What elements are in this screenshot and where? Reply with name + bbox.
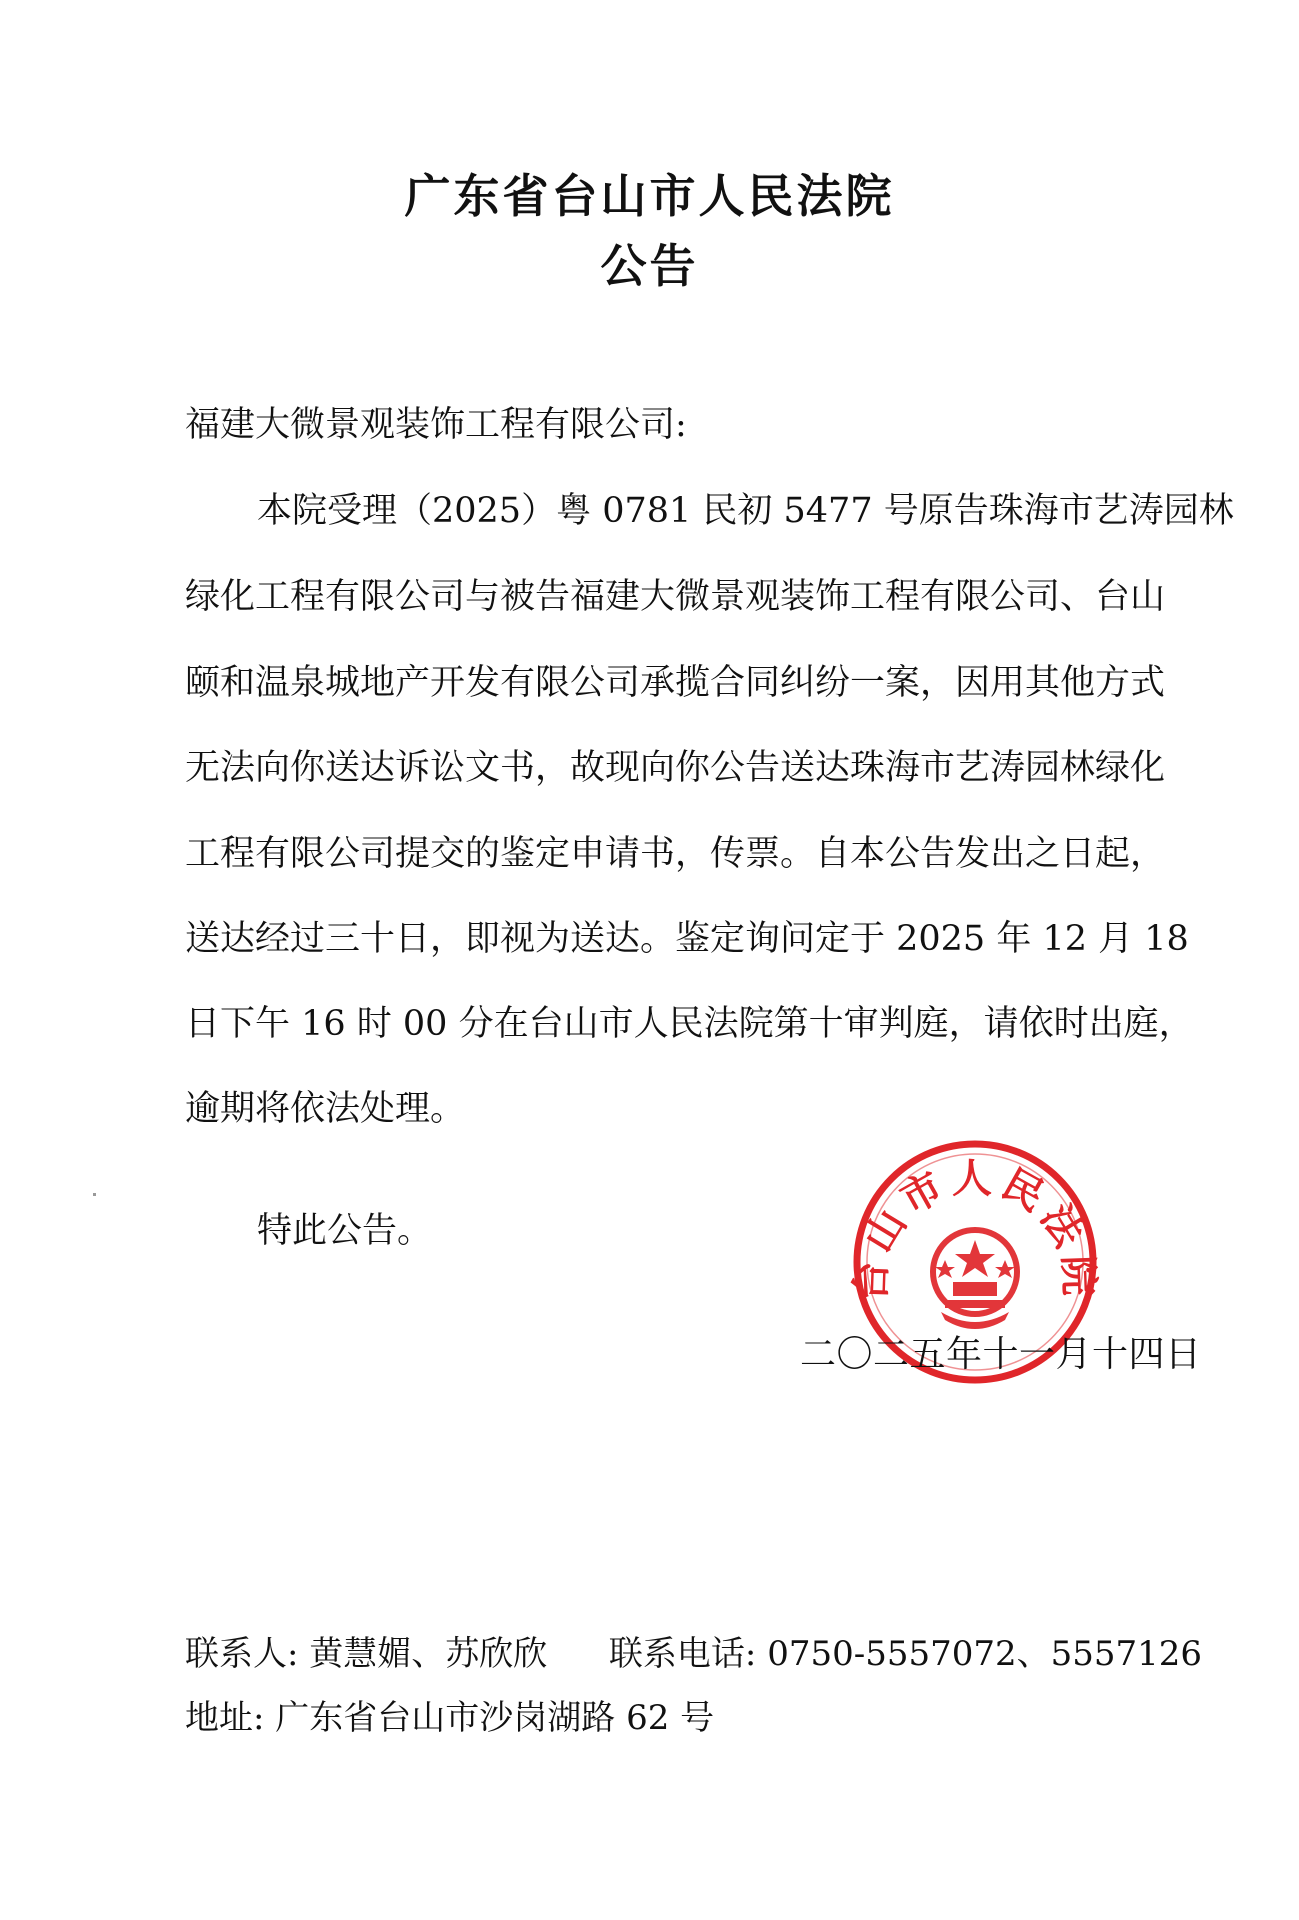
contact-line (185, 1626, 1202, 1675)
phone-label: 联系电话: (608, 1634, 757, 1674)
document-type: 公告 (600, 239, 699, 293)
paragraph-line: 本院受理（2025）粤 0781 民初 5477 号原告珠海市艺涛园林 (257, 491, 1234, 531)
issue-date: 二〇二五年十一月十四日 (800, 1334, 1202, 1375)
paragraph-line: 无法向你送达诉讼文书，故现向你公告送达珠海市艺涛园林绿化 (185, 748, 1166, 788)
closing-statement: 特此公告。 (257, 1211, 433, 1251)
contact-person: 黄慧媚、苏欣欣 (309, 1634, 548, 1674)
phone-number: 0750-5557072、5557126 (767, 1634, 1203, 1674)
scan-speck (93, 1193, 96, 1196)
paragraph-line: 日下午 16 时 00 分在台山市人民法院第十审判庭，请依时出庭， (185, 1004, 1194, 1044)
addressee: 福建大微景观装饰工程有限公司: (185, 405, 687, 445)
contact-person-label: 联系人: (185, 1634, 299, 1674)
address-label: 地址: (185, 1698, 265, 1738)
paragraph-line: 送达经过三十日，即视为送达。鉴定询问定于 2025 年 12 月 18 (185, 919, 1189, 959)
court-name: 广东省台山市人民法院 (404, 169, 895, 223)
paragraph-line: 颐和温泉城地产开发有限公司承揽合同纠纷一案，因用其他方式 (185, 663, 1166, 703)
paragraph-line: 工程有限公司提交的鉴定申请书，传票。自本公告发出之日起， (185, 834, 1166, 874)
paragraph-line: 逾期将依法处理。 (185, 1089, 466, 1129)
paragraph-line: 绿化工程有限公司与被告福建大微景观装饰工程有限公司、台山 (185, 577, 1166, 617)
address-line (185, 1690, 714, 1739)
address: 广东省台山市沙岗湖路 62 号 (275, 1698, 715, 1738)
emblem-icon (933, 1230, 1017, 1329)
svg-text:台山市人民法院: 台山市人民法院 (848, 1156, 1102, 1303)
